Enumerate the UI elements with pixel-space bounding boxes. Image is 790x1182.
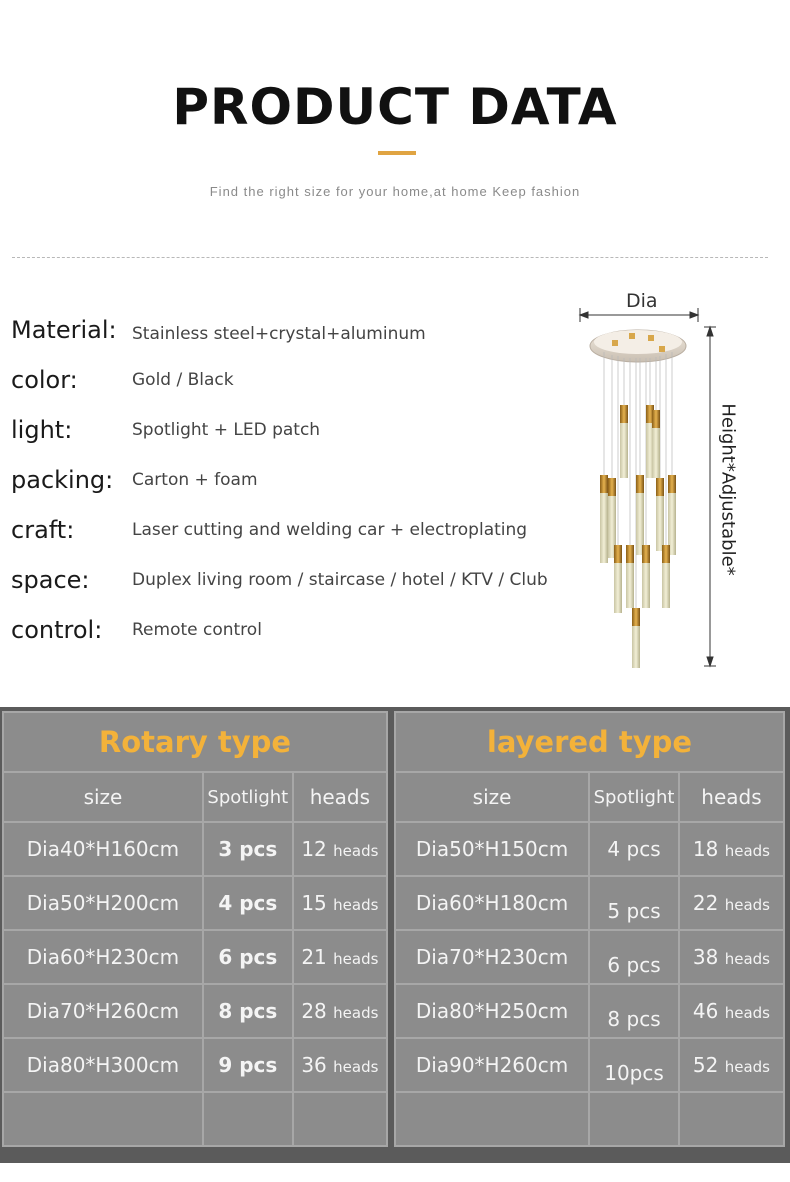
- size-cell: Dia80*H250cm: [395, 984, 589, 1038]
- page-subtitle: Find the right size for your home,at home Keep fashion: [209, 184, 581, 199]
- heads-cell: 46 heads: [679, 984, 784, 1038]
- table-row: [3, 876, 387, 930]
- spotlight-cell: 5 pcs: [589, 876, 679, 930]
- height-dimension-line: [704, 327, 716, 666]
- spotlight-cell: 9 pcs: [203, 1038, 293, 1092]
- spec-label-material: Material:: [11, 316, 117, 344]
- table-row: [3, 984, 387, 1038]
- size-cell: Dia90*H260cm: [395, 1038, 589, 1092]
- spec-value-control: Remote control: [132, 620, 262, 640]
- size-cell: Dia40*H160cm: [3, 822, 203, 876]
- spotlight-cell: 8 pcs: [203, 984, 293, 1038]
- table-row: [395, 876, 784, 930]
- heads-cell: 28 heads: [293, 984, 387, 1038]
- spec-value-packing: Carton + foam: [132, 470, 258, 490]
- spec-value-color: Gold / Black: [132, 370, 234, 390]
- empty-row: [395, 1092, 784, 1146]
- layered-table-title: layered type: [395, 712, 784, 772]
- spec-label-space: space:: [11, 566, 90, 594]
- table-row: [3, 930, 387, 984]
- heads-cell: 22 heads: [679, 876, 784, 930]
- layered-col-heads: heads: [679, 772, 784, 822]
- spec-value-light: Spotlight + LED patch: [132, 420, 321, 440]
- rotary-type-table: [2, 711, 388, 1147]
- heads-cell: 18 heads: [679, 822, 784, 876]
- dashed-divider: [12, 257, 768, 258]
- size-cell: Dia60*H180cm: [395, 876, 589, 930]
- spotlight-cell: 3 pcs: [203, 822, 293, 876]
- spec-label-light: light:: [11, 416, 73, 444]
- rotary-col-size: size: [3, 772, 203, 822]
- spotlight-cell: 4 pcs: [203, 876, 293, 930]
- title-accent-bar: [378, 151, 416, 155]
- size-cell: Dia70*H260cm: [3, 984, 203, 1038]
- heads-cell: 36 heads: [293, 1038, 387, 1092]
- table-row: [3, 1038, 387, 1092]
- spotlight-cell: 10pcs: [589, 1038, 679, 1092]
- spec-label-packing: packing:: [11, 466, 114, 494]
- table-row: [395, 1038, 784, 1092]
- table-row: [3, 822, 387, 876]
- size-cell: Dia80*H300cm: [3, 1038, 203, 1092]
- size-cell: Dia50*H200cm: [3, 876, 203, 930]
- empty-row: [3, 1092, 387, 1146]
- page-title: PRODUCT DATA: [172, 78, 618, 136]
- rotary-col-heads: heads: [293, 772, 387, 822]
- rotary-table-title: Rotary type: [3, 712, 387, 772]
- size-cell: Dia70*H230cm: [395, 930, 589, 984]
- heads-cell: 12 heads: [293, 822, 387, 876]
- heads-cell: 15 heads: [293, 876, 387, 930]
- spec-label-color: color:: [11, 366, 78, 394]
- spotlight-cell: 6 pcs: [589, 930, 679, 984]
- table-row: [395, 930, 784, 984]
- layered-col-spotlight: Spotlight: [589, 772, 679, 822]
- spec-value-material: Stainless steel+crystal+aluminum: [132, 324, 426, 344]
- height-label: Height*Adjustable*: [717, 403, 739, 576]
- spotlight-cell: 6 pcs: [203, 930, 293, 984]
- layered-col-size: size: [395, 772, 589, 822]
- spec-value-space: Duplex living room / staircase / hotel / KTV / Club: [132, 570, 548, 590]
- heads-cell: 38 heads: [679, 930, 784, 984]
- heads-cell: 21 heads: [293, 930, 387, 984]
- spotlight-cell: 8 pcs: [589, 984, 679, 1038]
- table-row: [395, 822, 784, 876]
- spec-value-craft: Laser cutting and welding car + electroplating: [132, 520, 528, 540]
- heads-cell: 52 heads: [679, 1038, 784, 1092]
- table-row: [395, 984, 784, 1038]
- layered-type-table: [394, 711, 785, 1147]
- size-cell: Dia60*H230cm: [3, 930, 203, 984]
- rotary-col-spotlight: Spotlight: [203, 772, 293, 822]
- diameter-label: Dia: [626, 290, 658, 312]
- spec-label-control: control:: [11, 616, 103, 644]
- spotlight-cell: 4 pcs: [589, 822, 679, 876]
- size-tables-panel: [0, 707, 790, 1163]
- spec-label-craft: craft:: [11, 516, 75, 544]
- size-cell: Dia50*H150cm: [395, 822, 589, 876]
